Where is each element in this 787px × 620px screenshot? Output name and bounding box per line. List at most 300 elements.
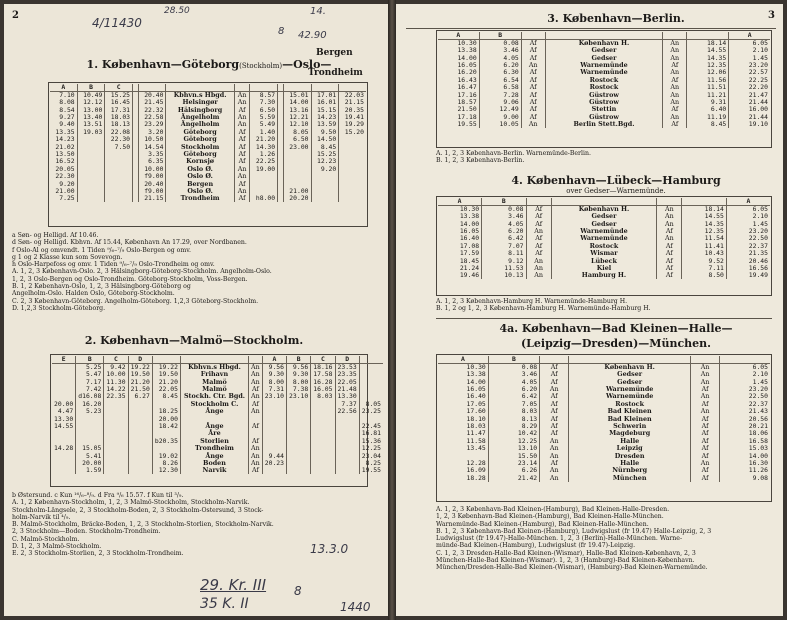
time-cell: 18.25	[152, 408, 180, 415]
arrival-departure-mark: Af	[234, 158, 250, 165]
arrival-departure-mark: An	[249, 393, 263, 400]
time-cell: 21.00	[283, 187, 311, 194]
time-cell: 19.55	[457, 120, 477, 129]
footnote-line: b Østersund. c Kun ¹⁶/₆–⁸/₉. d Fra ⁹/₆ 15.57. f Kun til ³/₉.	[12, 492, 184, 499]
time-cell	[339, 158, 366, 165]
column-header: B	[488, 356, 539, 363]
station-name: Kiel	[551, 265, 657, 272]
time-cell	[104, 415, 128, 422]
footnote-line: 2, 3 Stockholm—Boden. Stockholm-Trondheim.	[12, 528, 161, 536]
time-cell: 1.45	[729, 54, 770, 61]
time-cell	[262, 423, 286, 430]
time-cell: 16.20	[457, 68, 477, 77]
arrival-departure-mark: An	[663, 99, 687, 106]
arrival-departure-mark: An	[540, 386, 569, 393]
station-name: Rostock	[569, 400, 691, 407]
time-cell	[359, 371, 383, 378]
left-page	[4, 4, 388, 616]
station-name: Leipzig	[569, 445, 691, 452]
time-cell: 20.20	[283, 195, 311, 202]
arrival-departure-mark: Af	[249, 437, 263, 444]
time-cell: 19.02	[152, 452, 180, 459]
column-header: D	[335, 356, 359, 363]
time-cell: 12.30	[152, 467, 180, 474]
station-name: Warnemünde	[551, 235, 657, 242]
time-cell: 10.43	[682, 250, 726, 257]
time-cell: 12.35	[682, 228, 726, 235]
time-cell: 23.20	[729, 62, 770, 69]
time-cell	[335, 445, 359, 452]
time-cell	[77, 165, 105, 172]
time-cell: 20.23	[262, 459, 286, 466]
time-cell: 22.20	[729, 84, 770, 91]
time-cell: 15.20	[339, 128, 366, 135]
time-cell	[339, 151, 366, 158]
time-cell: 1.45	[726, 220, 770, 227]
time-cell: 11.41	[682, 242, 726, 249]
time-cell: 19.22	[128, 363, 152, 370]
time-cell: 14.55	[682, 213, 726, 220]
arrival-departure-mark: Af	[526, 213, 551, 220]
time-cell: 16.00	[729, 106, 770, 113]
station-name: Göteborg	[166, 128, 234, 135]
handwritten-note: 35 K. II	[200, 596, 249, 612]
time-cell: 9.44	[262, 452, 286, 459]
footnote-line: B. 1, 2, 3 København-Berlin.	[436, 157, 525, 165]
time-cell: 11.51	[687, 84, 729, 91]
time-cell: 12.10	[283, 121, 311, 128]
station-name: København H.	[551, 205, 657, 212]
time-cell: 8.45	[152, 393, 180, 400]
station-name: Güstrow	[545, 91, 663, 98]
time-cell: 13.38	[459, 212, 480, 221]
time-cell: 9.30	[287, 371, 311, 378]
time-cell: 22.05	[152, 386, 180, 393]
table-row	[438, 459, 770, 466]
station-name: Berlin Stett.Bgd.	[545, 121, 663, 128]
time-cell	[105, 158, 133, 165]
time-cell: 1.59	[76, 467, 104, 474]
arrival-departure-mark: An	[657, 213, 682, 220]
time-cell: 8.54	[59, 105, 75, 114]
arrival-departure-mark: Af	[540, 393, 569, 400]
time-cell	[104, 408, 128, 415]
table-row	[438, 430, 770, 437]
time-cell: 11.47	[466, 429, 486, 438]
station-name: Trondheim	[166, 195, 234, 202]
time-cell: 17.58	[311, 371, 335, 378]
arrival-departure-mark: An	[526, 272, 551, 279]
time-cell	[105, 180, 133, 187]
time-cell: 7.17	[76, 378, 104, 385]
time-cell: 5.49	[250, 121, 278, 128]
arrival-departure-mark: An	[249, 378, 263, 385]
section-1-title-bergen: Bergen	[316, 48, 353, 58]
column-header: E	[52, 356, 76, 363]
time-cell: 13.16	[283, 106, 311, 113]
column-header: C	[105, 84, 133, 91]
time-cell	[311, 445, 335, 452]
time-cell: 13.40	[77, 114, 105, 121]
arrival-departure-mark: An	[249, 459, 263, 466]
time-cell: 23.20	[726, 228, 770, 235]
time-cell: 6.50	[250, 106, 278, 113]
time-cell: h8.00	[250, 195, 278, 202]
station-name: Göteborg	[166, 136, 234, 143]
time-cell: 18.06	[720, 430, 770, 437]
time-cell: 16.20	[76, 400, 104, 407]
arrival-departure-mark: An	[234, 187, 250, 194]
time-cell: 21.24	[459, 264, 480, 272]
arrival-departure-mark: An	[691, 363, 720, 370]
time-cell: 6.05	[720, 363, 770, 370]
time-cell: 13.51	[77, 121, 105, 128]
arrival-departure-mark: Af	[526, 242, 551, 249]
time-cell: 6.20	[488, 386, 539, 393]
time-cell	[105, 165, 133, 172]
time-cell: 2.10	[720, 371, 770, 378]
time-cell: 16.40	[466, 392, 486, 401]
time-cell	[52, 371, 76, 378]
time-cell: 13.30	[54, 414, 74, 423]
time-cell: 14.28	[54, 444, 74, 453]
footnote-line: B. 1, 2 København-Oslo, 1, 2, 3 Hälsingborg-Göteborg og	[12, 283, 191, 291]
station-name: Güstrow	[545, 99, 663, 106]
time-cell: 19.29	[339, 121, 366, 128]
time-cell: 16.45	[105, 99, 133, 106]
time-cell: 19.50	[152, 371, 180, 378]
time-cell	[77, 143, 105, 150]
footnote-line: C. Malmö-Stockholm.	[12, 535, 80, 543]
time-cell: 18.14	[687, 39, 729, 46]
time-cell: 22.37	[720, 400, 770, 407]
time-cell	[335, 459, 359, 466]
time-cell: 16.43	[457, 75, 477, 84]
time-cell: 10.42	[488, 430, 539, 437]
section-3-title: 3. København—Berlin.	[547, 12, 685, 25]
time-cell: 16.47	[457, 83, 477, 92]
time-cell: 15.25	[311, 151, 339, 158]
section-3-notes	[436, 150, 776, 165]
section-4a-timetable	[438, 356, 770, 482]
arrival-departure-mark: An	[691, 371, 720, 378]
time-cell	[104, 445, 128, 452]
arrival-departure-mark: Af	[234, 128, 250, 135]
station-name: Helsingør	[166, 99, 234, 106]
time-cell	[311, 437, 335, 444]
arrival-departure-mark: Af	[234, 151, 250, 158]
footnote-line: A. 1, 2, 3 København-Berlin. Warnemünde-Berlin.	[436, 150, 591, 157]
handwritten-price: 13.3.0	[310, 542, 349, 556]
time-cell	[77, 151, 105, 158]
time-cell: 20.46	[726, 257, 770, 264]
time-cell	[104, 430, 128, 437]
station-name: Ånge	[180, 423, 248, 430]
arrival-departure-mark: Af	[540, 408, 569, 415]
time-cell: 3.35	[138, 151, 166, 158]
time-cell: 6.54	[479, 76, 521, 83]
time-cell: 17.60	[466, 407, 486, 416]
table-row	[50, 195, 366, 202]
table-row	[52, 467, 383, 474]
section-1-title: 1. København—Göteborg(Stockholm)—Oslo—	[86, 58, 332, 71]
footnote-line: A. 1, 2, 3 København-Bad Kleinen-(Hamburg), Bad Kleinen-Halle-Dresden.	[436, 506, 670, 513]
time-cell: 12.12	[77, 99, 105, 106]
time-cell	[76, 423, 104, 430]
arrival-departure-mark: An	[657, 220, 682, 227]
arrival-departure-mark: Af	[234, 106, 250, 113]
arrival-departure-mark: Af	[691, 400, 720, 407]
time-cell: 13.10	[488, 445, 539, 452]
time-cell	[52, 386, 76, 393]
time-cell: 14.23	[55, 135, 75, 144]
section-4a-title-line2: (Leipzig—Dresden)—München.	[520, 337, 712, 350]
time-cell: 21.20	[128, 378, 152, 385]
time-cell: 11.56	[687, 76, 729, 83]
time-cell: 5.23	[76, 408, 104, 415]
arrival-departure-mark: An	[521, 62, 545, 69]
time-cell: 18.10	[466, 414, 486, 423]
time-cell	[250, 180, 278, 187]
time-cell: 10.30	[459, 205, 480, 214]
time-cell: 21.47	[729, 91, 770, 98]
station-name: Wismar	[551, 250, 657, 257]
time-cell: 9.06	[479, 99, 521, 106]
time-cell	[287, 437, 311, 444]
column-header: B	[479, 32, 521, 39]
station-name: Ängelholm	[166, 114, 234, 121]
time-cell: 6.40	[687, 106, 729, 113]
divider	[406, 28, 776, 29]
time-cell: 11.58	[466, 436, 486, 445]
time-cell: 11.30	[104, 378, 128, 385]
time-cell	[311, 180, 339, 187]
footnote-line: C. 1, 2, 3 Dresden-Halle-Bad Kleinen-(Wismar), Halle-Bad Kleinen-København, 2, 3	[436, 549, 696, 557]
time-cell	[262, 415, 286, 422]
time-cell	[283, 158, 311, 165]
time-cell: 21.45	[138, 99, 166, 106]
time-cell: 21.15	[138, 195, 166, 202]
time-cell: 23.00	[283, 143, 311, 150]
time-cell: 22.35	[104, 393, 128, 400]
arrival-departure-mark: Af	[691, 423, 720, 430]
station-name: Stockh. Ctr. Bgd.	[180, 393, 248, 400]
footnote-line: A. 1, 2, 3 København-Hamburg H. Warnemünde-Hamburg H.	[436, 298, 628, 305]
time-cell	[52, 378, 76, 385]
time-cell	[105, 173, 133, 180]
time-cell	[311, 423, 335, 430]
time-cell: 21.44	[729, 113, 770, 120]
footnote-line: Stockholm-Långsele, 2, 3 Stockholm-Boden, 2, 3 Stockholm-Östersund, 3 Stock-	[12, 506, 264, 514]
time-cell: 9.56	[287, 363, 311, 370]
station-name: Frihavn	[180, 371, 248, 378]
time-cell	[52, 467, 76, 474]
divider	[436, 318, 772, 319]
column-header	[359, 356, 383, 363]
time-cell: 16.52	[55, 157, 75, 166]
arrival-departure-mark: Af	[521, 99, 545, 106]
handwritten-note: 1440	[340, 600, 371, 614]
arrival-departure-mark: Af	[249, 467, 263, 474]
arrival-departure-mark: Af	[234, 195, 250, 202]
arrival-departure-mark: Af	[249, 400, 263, 407]
station-name: Gedser	[551, 213, 657, 220]
station-name: Malmö	[180, 386, 248, 393]
time-cell: 13.50	[55, 150, 75, 158]
time-cell	[311, 408, 335, 415]
footnote-line: D. 1, 2, 3 Malmö-Stockholm.	[12, 543, 102, 551]
time-cell	[104, 423, 128, 430]
footnote-line: g 1 og 2 Klasse kun som Sovevogn.	[12, 253, 123, 261]
station-name: Warnemünde	[569, 386, 691, 393]
time-cell: 4.05	[479, 54, 521, 61]
time-cell: 16.01	[311, 99, 339, 106]
time-cell: 17.16	[457, 90, 477, 99]
arrival-departure-mark: Af	[540, 459, 569, 466]
arrival-departure-mark: Af	[521, 113, 545, 120]
time-cell: 15.15	[311, 106, 339, 113]
station-name: Lübeck	[551, 257, 657, 264]
time-cell: 0.08	[479, 39, 521, 46]
time-cell: 2.10	[729, 47, 770, 54]
table-row	[52, 445, 383, 452]
time-cell: 13.00	[77, 106, 105, 113]
arrival-departure-mark: An	[691, 408, 720, 415]
time-cell	[311, 452, 335, 459]
time-cell: 22.37	[726, 242, 770, 249]
time-cell: 8.05	[359, 400, 383, 407]
time-cell: 15.25	[105, 91, 133, 98]
time-cell: 22.05	[335, 378, 359, 385]
footnote-line: holm-Narvik til ⁴/₉.	[12, 513, 71, 521]
station-name: Åre	[180, 430, 248, 437]
time-cell	[128, 452, 152, 459]
arrival-departure-mark: Af	[691, 386, 720, 393]
time-cell: 12.25	[359, 445, 383, 452]
time-cell	[283, 173, 311, 180]
station-name: Stockholm C.	[180, 400, 248, 407]
time-cell: 18.14	[682, 205, 726, 212]
time-cell	[105, 195, 133, 202]
time-cell: 5.47	[76, 371, 104, 378]
time-cell: 22.50	[720, 393, 770, 400]
time-cell: 13.59	[311, 121, 339, 128]
time-cell: 8.26	[152, 459, 180, 466]
table-row	[438, 371, 770, 378]
station-name: Magdeburg	[569, 430, 691, 437]
station-name: Kbhvn.s Hbgd.	[166, 91, 234, 98]
arrival-departure-mark: Af	[234, 143, 250, 150]
station-name: Narvik	[180, 467, 248, 474]
time-cell: 21.44	[729, 99, 770, 106]
time-cell	[311, 467, 335, 474]
time-cell	[287, 452, 311, 459]
arrival-departure-mark: Af	[521, 69, 545, 76]
time-cell: 5.41	[76, 452, 104, 459]
column-header: A	[729, 32, 770, 39]
time-cell: 9.40	[59, 120, 75, 129]
arrival-departure-mark: Af	[521, 84, 545, 91]
time-cell: 7.31	[262, 386, 286, 393]
time-cell	[250, 173, 278, 180]
right-page	[396, 4, 783, 616]
time-cell: 22.25	[729, 76, 770, 83]
time-cell: 20.56	[720, 415, 770, 422]
time-cell: 8.11	[482, 250, 526, 257]
time-cell	[287, 423, 311, 430]
station-name: Halle	[569, 459, 691, 466]
time-cell	[128, 445, 152, 452]
station-name: Rostock	[545, 76, 663, 83]
time-cell: 8.05	[283, 128, 311, 135]
footnote-line: Ängelholm-Oslo. Halden Oslo, Göteborg-Stockholm.	[12, 290, 175, 298]
time-cell	[105, 187, 133, 194]
handwritten-note: 29. Kr. III	[200, 576, 267, 594]
station-name: Warnemünde	[545, 62, 663, 69]
time-cell: b20.35	[152, 437, 180, 444]
station-name: Gedser	[545, 47, 663, 54]
time-cell: 20.00	[152, 415, 180, 422]
time-cell	[311, 187, 339, 194]
arrival-departure-mark: An	[663, 39, 687, 46]
time-cell: 12.35	[687, 62, 729, 69]
time-cell: 3.46	[479, 47, 521, 54]
time-cell: 6.50	[283, 136, 311, 143]
time-cell: 22.25	[250, 158, 278, 165]
station-name: Bad Kleinen	[569, 408, 691, 415]
time-cell: 22.56	[335, 408, 359, 415]
time-cell: f9.00	[138, 187, 166, 194]
time-cell: 9.52	[682, 257, 726, 264]
time-cell	[128, 430, 152, 437]
time-cell: 23.10	[262, 393, 286, 400]
arrival-departure-mark: An	[234, 165, 250, 172]
time-cell	[76, 430, 104, 437]
column-header: B	[287, 356, 311, 363]
arrival-departure-mark: Af	[663, 121, 687, 128]
time-cell	[104, 452, 128, 459]
column-header: B	[482, 198, 526, 205]
time-cell: 21.43	[720, 408, 770, 415]
time-cell: 7.25	[59, 194, 75, 203]
station-name: Ånge	[180, 408, 248, 415]
time-cell	[52, 452, 76, 459]
station-name: København H.	[545, 39, 663, 46]
station-name: Boden	[180, 459, 248, 466]
time-cell	[262, 445, 286, 452]
time-cell	[335, 437, 359, 444]
time-cell: 18.03	[466, 422, 486, 430]
time-cell: 20.35	[339, 106, 366, 113]
arrival-departure-mark: Af	[526, 220, 551, 227]
time-cell: 2.10	[726, 213, 770, 220]
column-header: A	[726, 198, 770, 205]
time-cell: 9.50	[311, 128, 339, 135]
station-name: München	[569, 474, 691, 481]
section-4-notes	[436, 298, 776, 313]
table-row	[438, 437, 770, 444]
time-cell	[339, 180, 366, 187]
time-cell: 10.00	[104, 371, 128, 378]
station-name: Stettin	[545, 106, 663, 113]
section-1-notes	[12, 232, 384, 312]
time-cell: 20.00	[54, 399, 74, 408]
time-cell	[104, 467, 128, 474]
arrival-departure-mark: An	[663, 84, 687, 91]
footnote-line: B. Malmö-Stockholm, Bräcke-Boden, 1, 2, 3 Stockholm-Storlien, Stockholm-Narvik.	[12, 521, 274, 529]
arrival-departure-mark: Af	[540, 371, 569, 378]
table-row	[438, 445, 770, 452]
